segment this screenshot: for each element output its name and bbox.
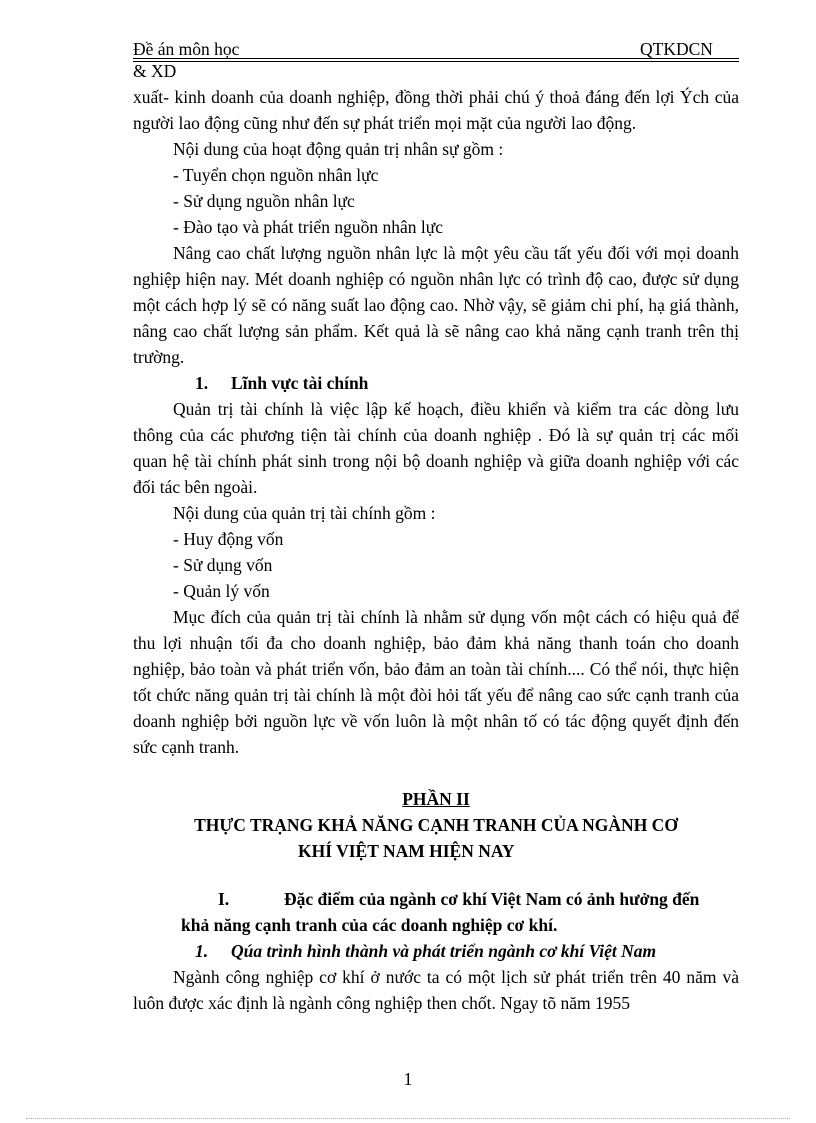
list-item: - Quản lý vốn	[173, 581, 270, 601]
list-item: - Huy động vốn	[173, 529, 284, 549]
section-number: 1.	[195, 373, 209, 393]
part-subtitle-line2: KHÍ VIỆT NAM HIỆN NAY	[298, 841, 515, 861]
section-title: Lĩnh vực tài chính	[231, 373, 369, 393]
list-item: - Sử dụng nguồn nhân lực	[173, 191, 355, 211]
subsection-title: Qúa trình hình thành và phát triển ngành cơ khí Việt Nam	[231, 941, 657, 961]
page-bottom-border	[26, 1118, 790, 1119]
paragraph: Nội dung của hoạt động quản trị nhân sự gồm :	[173, 139, 504, 159]
paragraph: Mục đích của quản trị tài chính là nhằm sử dụng vốn một cách có hiệu quả để thu lợi nhuận tối đa cho doanh nghiệp, bảo đảm khả năng thanh toán cho doanh nghiệp, bảo toàn và phát triển vốn, bảo đảm an toàn tài chính.... Có thể nói, thực hiện tốt chức năng quản trị tài chính là một đòi hỏi tất yếu để nâng cao sức cạnh tranh của doanh nghiệp bởi nguồn lực về vốn luôn là một nhân tố có tác động quyết định đến sức cạnh tranh.	[133, 607, 739, 757]
chapter-number: I.	[218, 889, 230, 909]
chapter-title-line1: Đặc điểm của ngành cơ khí Việt Nam có ảnh hưởng đến	[284, 889, 700, 909]
subsection-number: 1.	[195, 941, 209, 961]
header-department: QTKDCN	[640, 39, 713, 59]
list-item: - Đào tạo và phát triển nguồn nhân lực	[173, 217, 443, 237]
list-item: - Tuyển chọn nguồn nhân lực	[173, 165, 379, 185]
chapter-heading	[133, 886, 739, 912]
header-course-line1: Đề án môn học	[133, 39, 240, 59]
section-heading	[133, 370, 739, 396]
subsection-heading	[133, 938, 739, 964]
list-item: - Sử dụng vốn	[173, 555, 273, 575]
paragraph: xuất- kinh doanh của doanh nghiệp, đồng thời phải chú ý thoả đáng đến lợi Ých của người lao động cũng như đến sự phát triển mọi mặt của người lao động.	[133, 87, 739, 133]
chapter-title-line2: khả năng cạnh tranh của các doanh nghiệp cơ khí.	[181, 915, 558, 935]
part-title: PHẦN II	[402, 789, 470, 809]
document-body	[133, 84, 739, 1016]
paragraph: Nâng cao chất lượng nguồn nhân lực là một yêu cầu tất yếu đối với mọi doanh nghiệp hiện nay. Mét doanh nghiệp có nguồn nhân lực có trình độ cao, được sử dụng một cách hợp lý sẽ có năng suất lao động cao. Nhờ vậy, sẽ giảm chi phí, hạ giá thành, nâng cao chất lượng sản phẩm. Kết quả là sẽ nâng cao khả năng cạnh tranh trên thị trường.	[133, 243, 739, 367]
paragraph: Quản trị tài chính là việc lập kế hoạch, điều khiển và kiểm tra các dòng lưu thông của các phương tiện tài chính của doanh nghiệp . Đó là sự quản trị các mối quan hệ tài chính phát sinh trong nội bộ doanh nghiệp và giữa doanh nghiệp với các đối tác bên ngoài.	[133, 399, 739, 497]
part-subtitle-line1: THỰC TRẠNG KHẢ NĂNG CẠNH TRANH CỦA NGÀNH CƠ	[194, 815, 678, 835]
page-number: 1	[403, 1069, 413, 1089]
paragraph: Nội dung của quản trị tài chính gồm :	[173, 503, 436, 523]
paragraph: Ngành công nghiệp cơ khí ở nước ta có một lịch sử phát triển trên 40 năm và luôn được xác định là ngành công nghiệp then chốt. Ngay tõ năm 1955	[133, 967, 739, 1013]
header-course-line2: & XD	[133, 61, 177, 81]
header-divider	[133, 58, 739, 62]
